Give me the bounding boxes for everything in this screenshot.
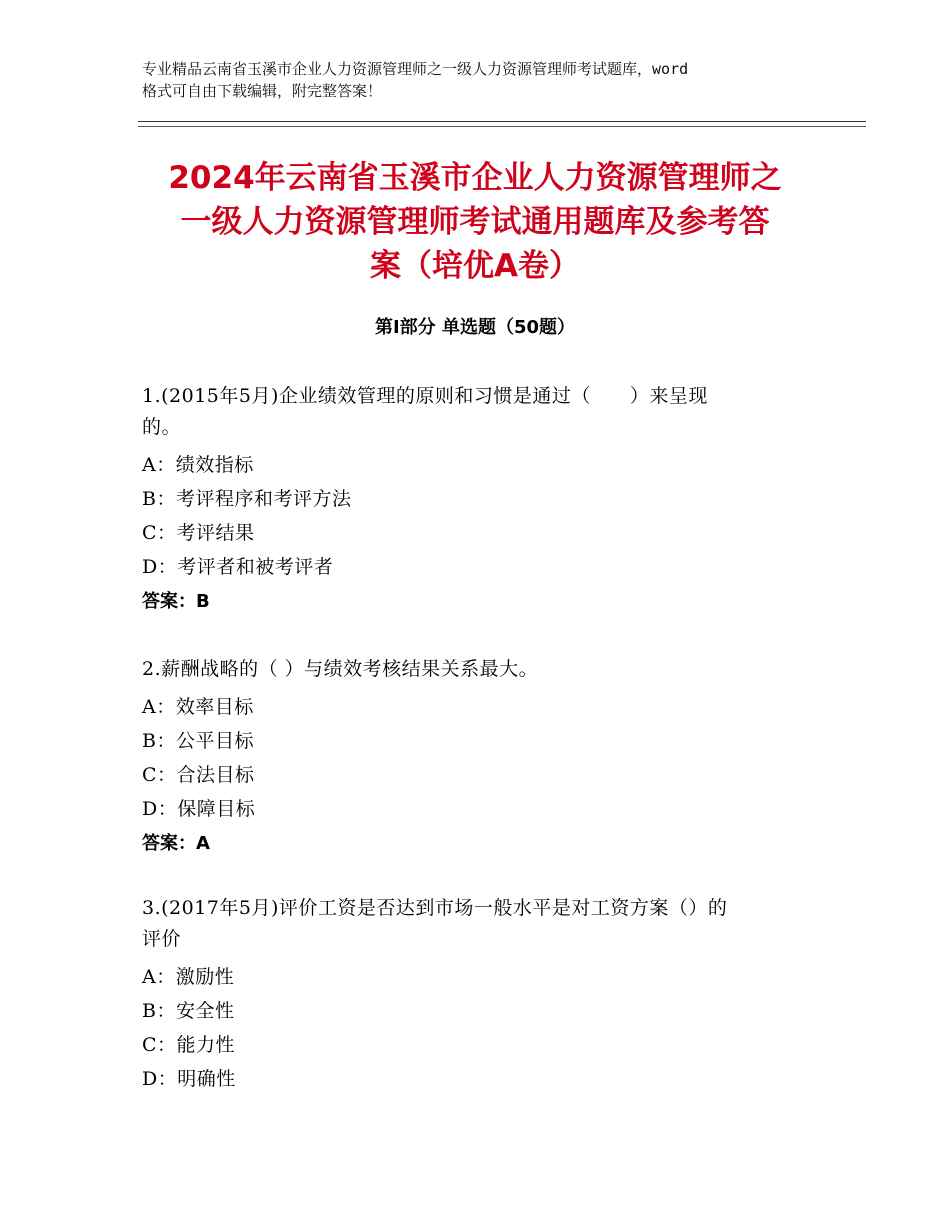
title-line-2: 一级人力资源管理师考试通用题库及参考答: [180, 204, 770, 240]
option-d: D：考评者和被考评者: [142, 556, 334, 578]
option-c: C：考评结果: [142, 522, 255, 544]
question-2: [142, 654, 822, 855]
header-rule-bottom: [138, 126, 866, 127]
option-a: A：效率目标: [142, 696, 254, 718]
question-stem-line-1: 1.(2015年5月)企业绩效管理的原则和习惯是通过（ ）来呈现: [142, 385, 708, 407]
question-3: [142, 893, 822, 1091]
header-note-line-2: 格式可自由下载编辑，附完整答案！: [142, 82, 383, 100]
option-c: C：能力性: [142, 1034, 236, 1056]
option-d: D：保障目标: [142, 798, 256, 820]
question-stem: [142, 381, 822, 443]
option-a: A：激励性: [142, 966, 235, 988]
question-stem-line-2: 评价: [142, 928, 182, 950]
question-stem: [142, 893, 822, 955]
question-stem-line-2: 的。: [142, 416, 182, 438]
header-note: [142, 58, 822, 102]
option-d: D：明确性: [142, 1068, 236, 1090]
question-stem-line-1: 2.薪酬战略的（ ）与绩效考核结果关系最大。: [142, 658, 539, 680]
option-a: A：绩效指标: [142, 454, 254, 476]
question-stem: [142, 654, 822, 685]
option-b: B：公平目标: [142, 730, 254, 752]
title-line-3: 案（培优A卷）: [370, 248, 580, 284]
answer: 答案：B: [142, 591, 210, 612]
header-rule-top: [138, 121, 866, 122]
answer: 答案：A: [142, 833, 210, 854]
option-c: C：合法目标: [142, 764, 255, 786]
header-note-line-1: 专业精品云南省玉溪市企业人力资源管理师之一级人力资源管理师考试题库，word: [142, 60, 689, 78]
title-line-1: 2024年云南省玉溪市企业人力资源管理师之: [168, 160, 782, 196]
section-title: 第Ⅰ部分 单选题（50题）: [374, 317, 575, 338]
question-stem-line-1: 3.(2017年5月)评价工资是否达到市场一般水平是对工资方案（）的: [142, 897, 728, 919]
question-1: [142, 381, 822, 613]
option-b: B：考评程序和考评方法: [142, 488, 352, 510]
document-title: [120, 156, 830, 288]
option-b: B：安全性: [142, 1000, 235, 1022]
